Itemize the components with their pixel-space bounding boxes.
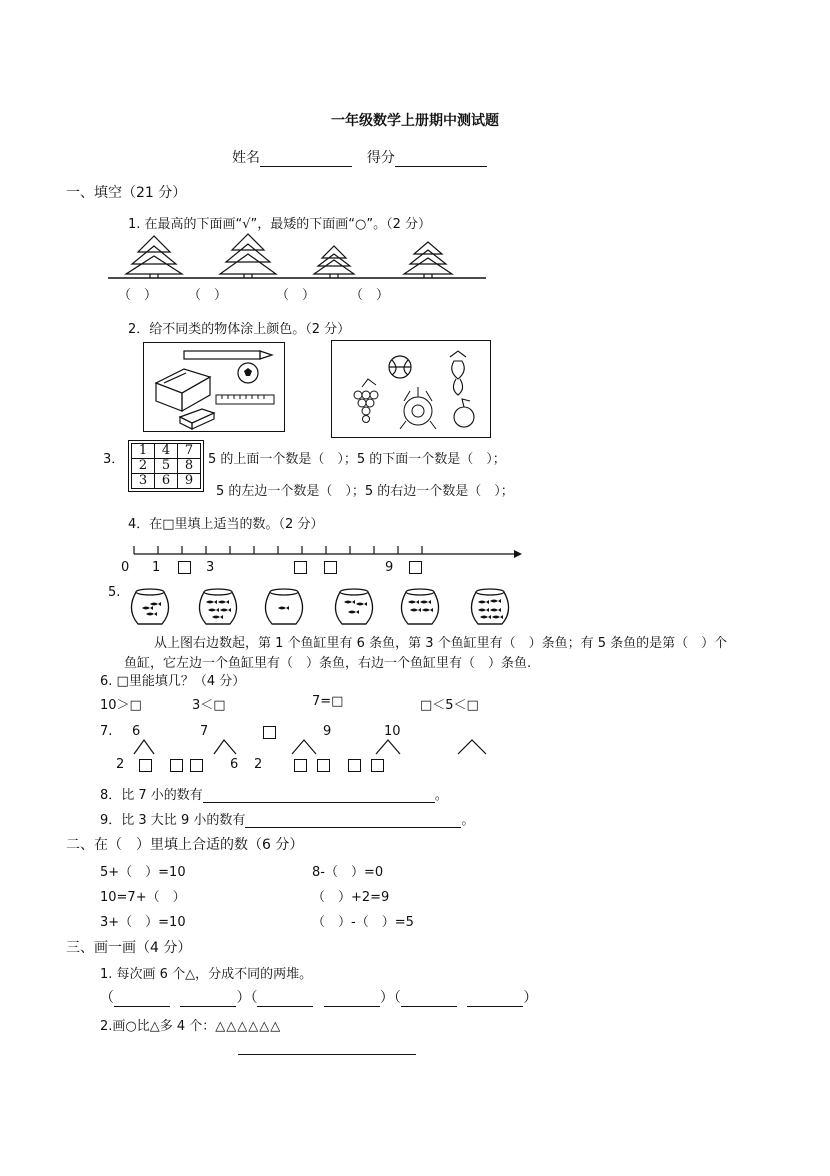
fishbowl-icon [401,589,438,624]
fishbowl-icon [199,589,236,624]
split-blank[interactable] [467,992,523,1007]
answer-box[interactable] [294,561,307,574]
pineapple-icon [400,387,436,429]
answer-box[interactable] [317,759,330,772]
split-blank[interactable] [114,992,170,1007]
s3-q2-row [100,1015,281,1034]
orange-icon [454,399,474,427]
s2-item[interactable]: （ ）+2=9 [312,890,390,905]
tree-icon [314,246,354,278]
q7-top: 7 [200,724,209,739]
q8-row[interactable] [100,784,448,803]
q9-row[interactable] [100,809,474,828]
q6-item[interactable]: 3＜□ [192,698,226,713]
split-blank[interactable] [401,992,457,1007]
s2-item[interactable]: 3+（ ）=10 [100,915,186,930]
q6-item[interactable]: □＜5＜□ [420,698,479,713]
answer-box[interactable] [190,759,203,772]
grid-cell: 6 [155,474,178,489]
name-label: 姓名 [232,150,260,166]
pencil-box-icon [156,369,210,411]
q6-item[interactable]: 10＞□ [100,698,142,713]
pencil-icon [184,351,272,359]
score-blank[interactable] [395,150,487,167]
triangles: △△△△△△ [215,1019,282,1034]
q7-top: 6 [132,724,141,739]
q9-blank[interactable] [245,812,461,828]
number-line [130,544,522,560]
stationery-drawing [144,343,284,431]
tick-label: 3 [206,560,215,575]
q8-text: 8．比 7 小的数有 [100,788,203,803]
q1-answer-2[interactable]: （ ） [188,288,228,303]
tree-icon [126,236,182,278]
split-blank[interactable] [257,992,313,1007]
split-answer-row[interactable]: （ ）（ ）（ ） [100,990,538,1006]
number-bonds [120,736,500,756]
q3-line-2[interactable]: 5 的左边一个数是（ ）；5 的右边一个数是（ ）； [216,484,514,499]
q7-bottom: 6 [230,757,239,772]
grid-cell: 3 [132,474,155,489]
fishbowl-icon [335,589,372,624]
strawberry-icon [450,351,466,395]
q5-line-2[interactable]: 鱼缸，它左边一个鱼缸里有（ ）条鱼，右边一个鱼缸里有（ ）条鱼. [124,656,532,671]
answer-box[interactable] [409,561,422,574]
q5-num: 5. [108,585,121,600]
q9-end: 。 [461,813,475,828]
q6-text: 6. □里能填几？（4 分） [100,674,246,689]
fruit-picture[interactable] [331,340,491,438]
split-blank[interactable] [324,992,380,1007]
s2-item[interactable]: 10=7+（ ） [100,890,186,905]
tick-label: 1 [152,560,161,575]
grid-cell: 1 [132,444,155,459]
number-grid [128,440,204,492]
grid-cell: 5 [155,459,178,474]
fishbowls-figure [128,584,518,628]
answer-box[interactable] [170,759,183,772]
answer-box[interactable] [348,759,361,772]
q3-line-1[interactable]: 5 的上面一个数是（ ）；5 的下面一个数是（ ）； [208,452,506,467]
grid-cell: 2 [132,459,155,474]
q7-top: 10 [384,724,401,739]
answer-box[interactable] [324,561,337,574]
ball-icon [238,363,258,383]
q8-blank[interactable] [203,787,435,803]
s2-item[interactable]: 5+（ ）=10 [100,865,186,880]
grid-cell: 9 [178,474,201,489]
ruler-icon [216,395,274,404]
section-2-heading: 二、在（ ）里填上合适的数（6 分） [66,837,304,853]
trees-figure [108,230,488,282]
fishbowl-icon [131,589,168,624]
s3-q1-text: 1. 每次画 6 个△，分成不同的两堆。 [100,967,313,982]
grid-cell: 8 [178,459,201,474]
s3-q2-text: 2.画○比△多 4 个： [100,1019,216,1034]
q8-end: 。 [434,788,448,803]
tick-label: 9 [385,560,394,575]
split-blank[interactable] [180,992,236,1007]
q1-answer-4[interactable]: （ ） [350,288,390,303]
page-title: 一年级数学上册期中测试题 [331,113,499,129]
answer-box[interactable] [178,561,191,574]
s2-item[interactable]: （ ）-（ ）=5 [312,915,414,930]
q3-num: 3． [103,452,125,467]
q7-bottom: 2 [116,757,125,772]
q5-line-1[interactable]: 从上图右边数起，第 1 个鱼缸里有 6 条鱼，第 3 个鱼缸里有（ ）条鱼；有 5 条鱼的是第（ ）个 [154,636,728,651]
q1-answer-1[interactable]: （ ） [118,288,158,303]
q7-top: 9 [323,724,332,739]
circles-answer-blank[interactable] [238,1040,416,1055]
q4-text: 4．在□里填上适当的数。（2 分） [128,517,324,532]
q9-text: 9．比 3 大比 9 小的数有 [100,813,246,828]
eraser-icon [180,409,214,429]
q2-text: 2．给不同类的物体涂上颜色。（2 分） [128,322,351,337]
answer-box[interactable] [294,759,307,772]
answer-box[interactable] [139,759,152,772]
score-label: 得分 [366,150,395,166]
fishbowl-icon [471,589,508,624]
answer-box[interactable] [371,759,384,772]
tick-label: 0 [121,560,130,575]
fishbowl-icon [265,589,302,624]
q6-item[interactable]: 7=□ [312,694,344,709]
grid-cell: 4 [155,444,178,459]
q1-text: 1. 在最高的下面画“√”，最矮的下面画“○”。（2 分） [128,217,432,232]
grid-cell: 7 [178,444,201,459]
q7-num: 7. [100,724,113,739]
s2-item[interactable]: 8-（ ）=0 [312,865,384,880]
name-blank[interactable] [260,150,352,167]
tree-icon [404,242,452,278]
section-3-heading: 三、画一画（4 分） [66,940,192,956]
tree-icon [220,234,276,278]
fruit-drawing [332,341,490,437]
name-field[interactable] [232,147,487,167]
section-1-heading: 一、填空（21 分） [66,185,187,201]
grapes-icon [354,379,378,423]
stationery-picture[interactable] [143,342,285,432]
ball-icon [389,356,411,378]
q1-answer-3[interactable]: （ ） [276,288,316,303]
q7-bottom: 2 [254,757,263,772]
